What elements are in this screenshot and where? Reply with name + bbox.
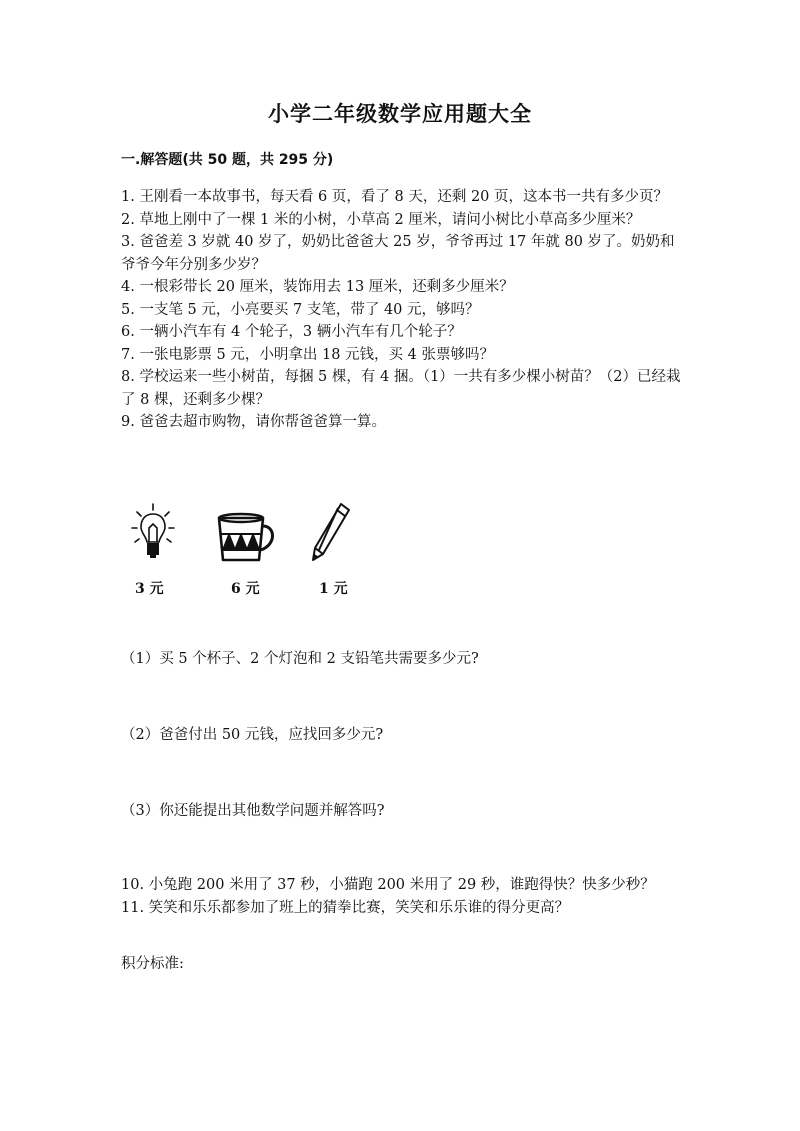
question-3: 3. 爸爸差 3 岁就 40 岁了，奶奶比爸爸大 25 岁，爷爷再过 17 年就 80 岁了。奶奶和爷爷今年分别多少岁？ [121, 234, 675, 273]
cup-icon [213, 510, 279, 568]
pencil-icon [307, 500, 353, 566]
lightbulb-item [129, 498, 177, 568]
question-2: 2. 草地上刚中了一棵 1 米的小树，小草高 2 厘米，请问小树比小草高多少厘米？ [121, 211, 641, 228]
lightbulb-icon [129, 498, 177, 564]
question-5: 5. 一支笔 5 元，小亮要买 7 支笔，带了 40 元，够吗？ [121, 301, 480, 318]
section-heading: 一.解答题(共 50 题，共 295 分) [121, 152, 334, 168]
question-8: 8. 学校运来一些小树苗，每捆 5 棵，有 4 捆。（1）一共有多少棵小树苗？（2）已经栽了 8 棵，还剩多少棵？ [121, 369, 681, 408]
question-1: 1. 王刚看一本故事书，每天看 6 页，看了 8 天，还剩 20 页，这本书一共有多少页？ [121, 189, 668, 205]
pencil-price: 1 元 [319, 581, 348, 597]
question-list [121, 186, 681, 434]
question-7: 7. 一张电影票 5 元，小明拿出 18 元钱，买 4 张票够吗？ [121, 346, 494, 363]
question-4: 4. 一根彩带长 20 厘米，装饰用去 13 厘米，还剩多少厘米？ [121, 279, 514, 295]
sub-question-2: （2）爸爸付出 50 元钱，应找回多少元? [121, 727, 384, 743]
cup-price: 6 元 [231, 581, 260, 597]
cup-item [213, 510, 279, 572]
sub-question-1: （1）买 5 个杯子、2 个灯泡和 2 支铅笔共需要多少元? [121, 651, 479, 667]
scoring-label: 积分标准: [121, 956, 184, 972]
question-6: 6. 一辆小汽车有 4 个轮子，3 辆小汽车有几个轮子？ [121, 324, 462, 340]
lightbulb-price: 3 元 [135, 581, 164, 597]
shopping-figure [121, 498, 421, 608]
page-title: 小学二年级数学应用题大全 [268, 101, 532, 126]
question-9: 9. 爸爸去超市购物，请你帮爸爸算一算。 [121, 414, 386, 430]
pencil-item [307, 500, 353, 570]
question-11: 11. 笑笑和乐乐都参加了班上的猜拳比赛，笑笑和乐乐谁的得分更高？ [121, 899, 570, 916]
later-question-list [121, 874, 691, 919]
sub-question-3: （3）你还能提出其他数学问题并解答吗? [121, 803, 385, 819]
question-10: 10. 小兔跑 200 米用了 37 秒，小猫跑 200 米用了 29 秒，谁跑得快？快多少秒？ [121, 877, 655, 893]
